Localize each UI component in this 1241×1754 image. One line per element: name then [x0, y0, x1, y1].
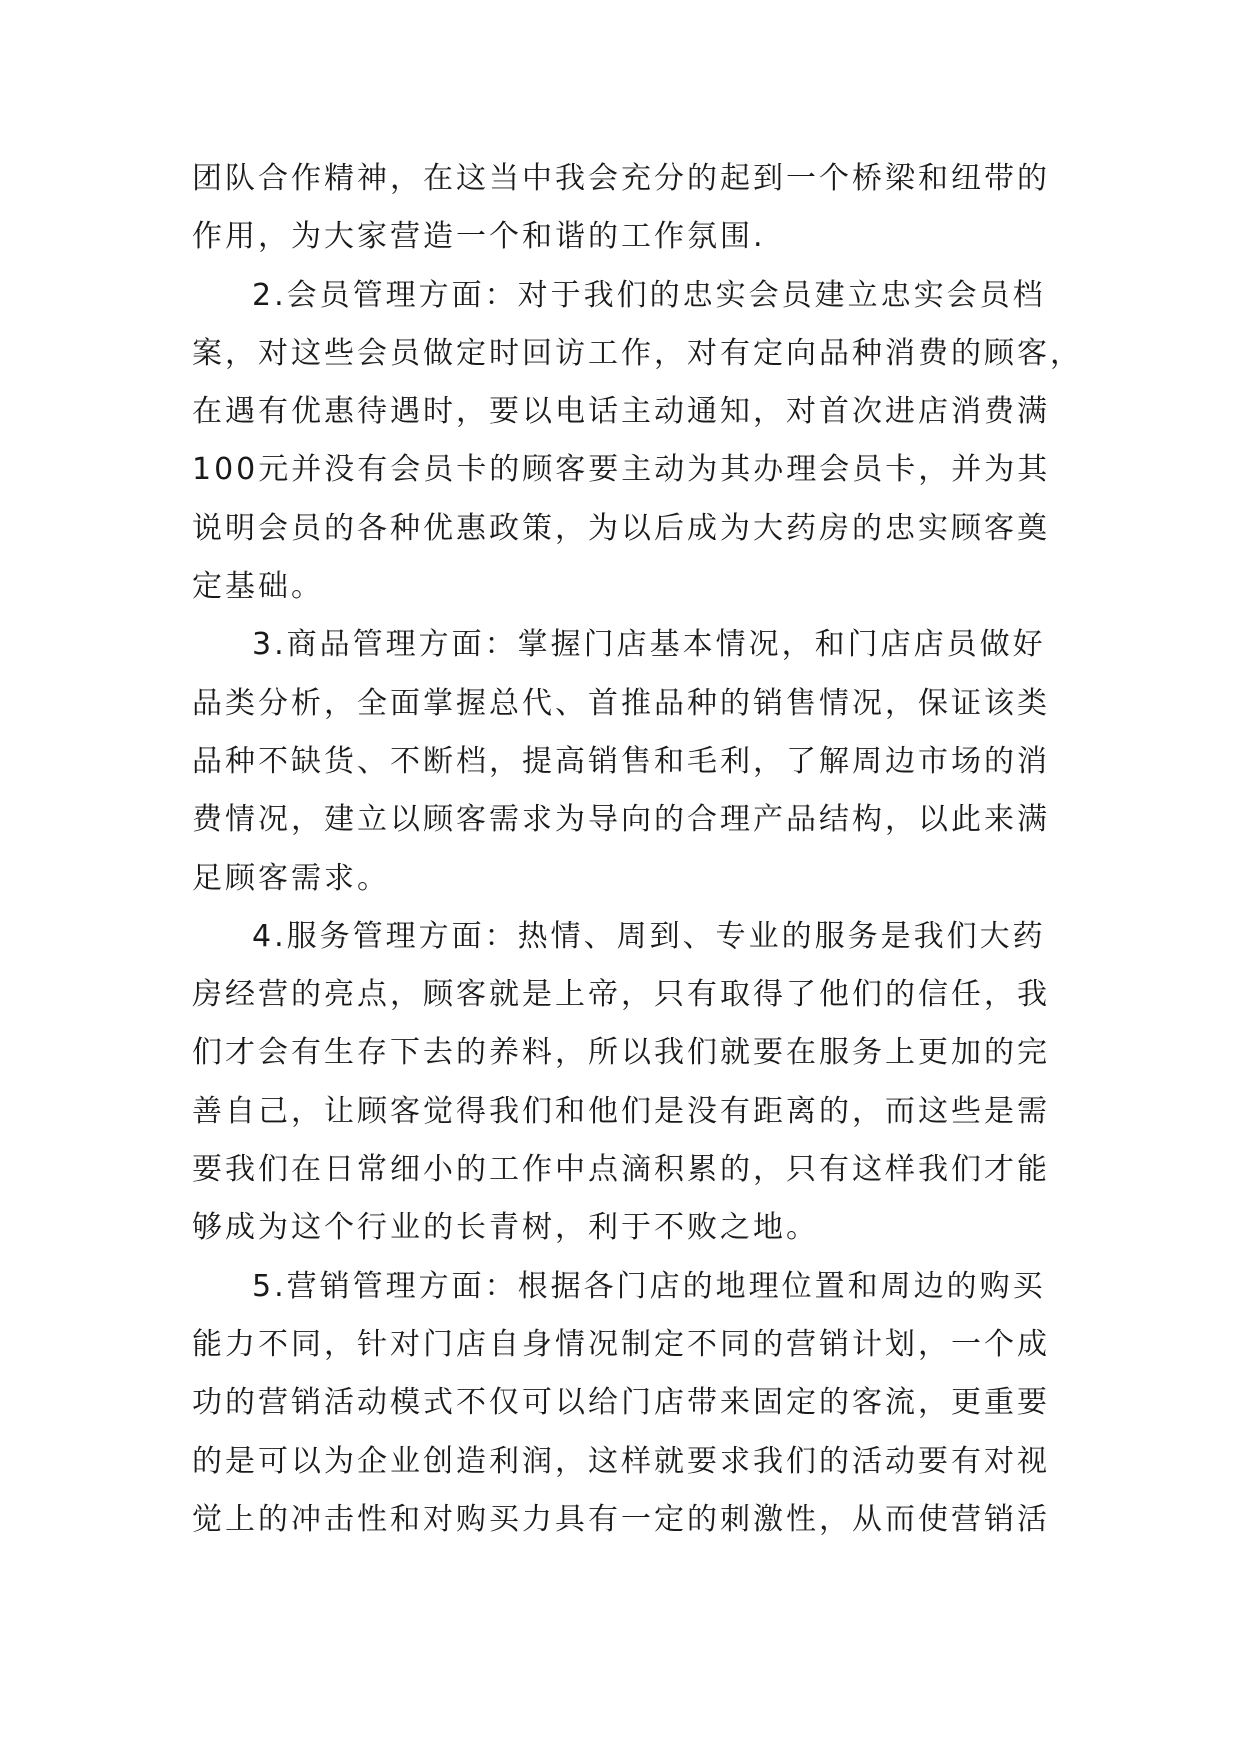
- document-body: [192, 150, 1083, 1549]
- text-line: 定基础。: [192, 569, 324, 605]
- text-line: 善自己，让顾客觉得我们和他们是没有距离的，而这些是需: [192, 1093, 1050, 1129]
- text-line: 案，对这些会员做定时回访工作，对有定向品种消费的顾客，: [192, 335, 1083, 371]
- text-line: 作用，为大家营造一个和谐的工作氛围.: [192, 219, 766, 255]
- text-line: 们才会有生存下去的养料，所以我们就要在服务上更加的完: [192, 1035, 1050, 1071]
- text-line: 100元并没有会员卡的顾客要主动为其办理会员卡，并为其: [192, 452, 1051, 488]
- text-line: 费情况，建立以顾客需求为导向的合理产品结构，以此来满: [192, 802, 1050, 838]
- text-line: 足顾客需求。: [192, 860, 390, 896]
- text-line: 要我们在日常细小的工作中点滴积累的，只有这样我们才能: [192, 1152, 1050, 1188]
- text-line: 团队合作精神，在这当中我会充分的起到一个桥梁和纽带的: [192, 161, 1050, 196]
- text-line: 能力不同，针对门店自身情况制定不同的营销计划，一个成: [192, 1326, 1050, 1362]
- text-line: 2.会员管理方面：对于我们的忠实会员建立忠实会员档: [252, 277, 1046, 313]
- text-line: 觉上的冲击性和对购买力具有一定的刺激性，从而使营销活: [192, 1501, 1050, 1537]
- text-line: 品类分析，全面掌握总代、首推品种的销售情况，保证该类: [192, 685, 1050, 721]
- text-line: 在遇有优惠待遇时，要以电话主动通知，对首次进店消费满: [192, 394, 1050, 430]
- text-line: 说明会员的各种优惠政策，为以后成为大药房的忠实顾客奠: [192, 510, 1050, 546]
- text-line: 功的营销活动模式不仅可以给门店带来固定的客流，更重要: [192, 1385, 1050, 1421]
- text-line: 的是可以为企业创造利润，这样就要求我们的活动要有对视: [192, 1443, 1050, 1479]
- text-line: 4.服务管理方面：热情、周到、专业的服务是我们大药: [252, 918, 1046, 954]
- text-line: 房经营的亮点，顾客就是上帝，只有取得了他们的信任，我: [192, 977, 1050, 1013]
- text-line: 5.营销管理方面：根据各门店的地理位置和周边的购买: [252, 1268, 1046, 1304]
- text-line: 品种不缺货、不断档，提高销售和毛利，了解周边市场的消: [192, 743, 1050, 779]
- text-line: 够成为这个行业的长青树，利于不败之地。: [192, 1210, 819, 1246]
- text-line: 3.商品管理方面：掌握门店基本情况，和门店店员做好: [252, 627, 1046, 663]
